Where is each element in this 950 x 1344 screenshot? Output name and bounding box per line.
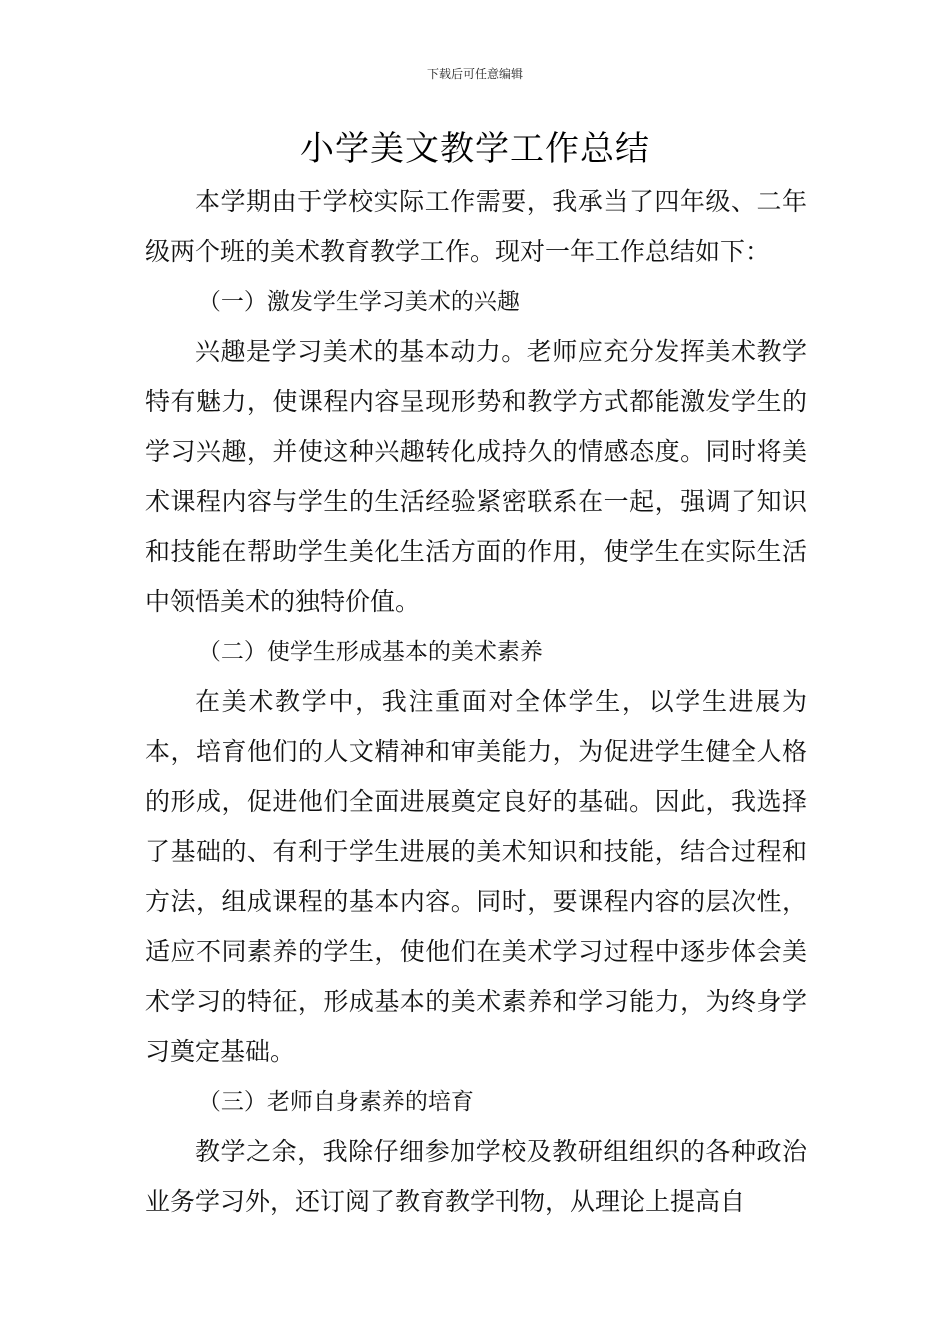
- section-paragraph-3: 教学之余，我除仔细参加学校及教研组组织的各种政治业务学习外，还订阅了教育教学刊物，从理论上提高自: [145, 1137, 807, 1216]
- header-note: 下载后可任意编辑: [426, 67, 523, 81]
- document-body: [145, 177, 807, 1227]
- section-paragraph-2: 在美术教学中，我注重面对全体学生，以学生进展为本，培育他们的人文精神和审美能力，为促进学生健全人格的形成，促进他们全面进展奠定良好的基础。因此，我选择了基础的、有利于学生进展的美术知识和技能，结合过程和方法，组成课程的基本内容。同时，要课程内容的层次性，适应不同素养的学生，使他们在美术学习过程中逐步体会美术学习的特征，形成基本的美术素养和学习能力，为终身学习奠定基础。: [145, 687, 807, 1066]
- section-heading-2: （二）使学生形成基本的美术素养: [197, 639, 543, 665]
- section-paragraph-1: 兴趣是学习美术的基本动力。老师应充分发挥美术教学特有魅力，使课程内容呈现形势和教学方式都能激发学生的学习兴趣，并使这种兴趣转化成持久的情感态度。同时将美术课程内容与学生的生活经验紧密联系在一起，强调了知识和技能在帮助学生美化生活方面的作用，使学生在实际生活中领悟美术的独特价值。: [145, 337, 807, 616]
- document-title: 小学美文教学工作总结: [300, 129, 650, 169]
- section-heading-3: （三）老师自身素养的培育: [197, 1089, 474, 1115]
- section-heading-1: （一）激发学生学习美术的兴趣: [197, 289, 520, 315]
- intro-paragraph: 本学期由于学校实际工作需要，我承当了四年级、二年级两个班的美术教育教学工作。现对一年工作总结如下：: [145, 187, 807, 266]
